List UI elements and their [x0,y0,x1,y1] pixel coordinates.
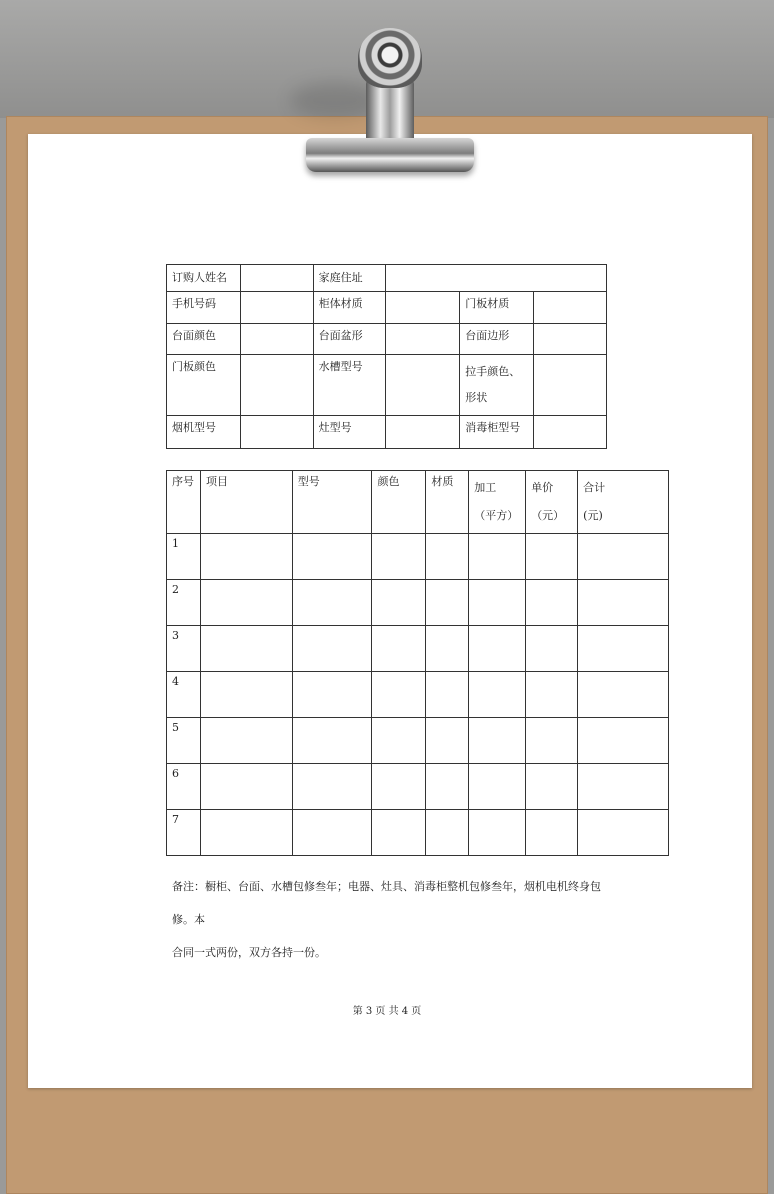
value-basin-shape[interactable] [386,324,460,355]
cell[interactable] [292,764,372,810]
cell[interactable] [200,672,292,718]
label-basin-shape: 台面盆形 [313,324,386,355]
value-counter-color[interactable] [240,324,313,355]
row-number: 3 [167,626,201,672]
clip-arm [366,80,414,142]
cell[interactable] [578,580,669,626]
cell[interactable] [578,534,669,580]
cell[interactable] [526,626,578,672]
cell[interactable] [292,672,372,718]
table-row [167,764,669,810]
table-row [167,416,607,449]
cell[interactable] [578,626,669,672]
col-header-color: 颜色 [372,471,426,534]
cell[interactable] [372,810,426,856]
cell[interactable] [426,534,469,580]
cell[interactable] [426,626,469,672]
value-handle[interactable] [534,355,607,416]
label-handle: 拉手颜色、形状 [460,355,534,416]
cell[interactable] [469,718,526,764]
cell[interactable] [372,672,426,718]
cell[interactable] [200,764,292,810]
col-header-no: 序号 [167,471,201,534]
remarks-line-2: 合同一式两份，双方各持一份。 [172,946,326,959]
col-header-processing: 加工 （平方） [469,471,526,534]
cell[interactable] [200,580,292,626]
label-edge-shape: 台面边形 [460,324,534,355]
label-hood-model: 烟机型号 [167,416,241,449]
row-number: 5 [167,718,201,764]
row-number: 4 [167,672,201,718]
table-row [167,292,607,324]
cell[interactable] [526,580,578,626]
cell[interactable] [469,580,526,626]
row-number: 2 [167,580,201,626]
cell[interactable] [469,810,526,856]
cell[interactable] [526,672,578,718]
value-cabinet-material[interactable] [386,292,460,324]
remarks-line-1: 备注：橱柜、台面、水槽包修叁年；电器、灶具、消毒柜整机包修叁年，烟机电机终身包修。本 [172,880,601,926]
cell[interactable] [372,580,426,626]
cell[interactable] [372,626,426,672]
binder-clip-icon [358,28,422,88]
page-number: 第 3 页 共 4 页 [352,1006,422,1017]
value-door-material[interactable] [534,292,607,324]
col-header-unit-price: 单价 （元） [526,471,578,534]
label-cabinet-material: 柜体材质 [313,292,386,324]
value-customer-name[interactable] [240,265,313,292]
cell[interactable] [578,810,669,856]
label-customer-name: 订购人姓名 [167,265,241,292]
clip-base [306,138,474,172]
label-phone: 手机号码 [167,292,241,324]
table-row [167,355,607,416]
cell[interactable] [292,810,372,856]
cell[interactable] [426,672,469,718]
value-sterilizer-model[interactable] [534,416,607,449]
cell[interactable] [469,626,526,672]
cell[interactable] [372,764,426,810]
label-sterilizer-model: 消毒柜型号 [460,416,534,449]
label-counter-color: 台面颜色 [167,324,241,355]
label-address: 家庭住址 [313,265,386,292]
cell[interactable] [469,672,526,718]
table-row [167,534,669,580]
label-sink-model: 水槽型号 [313,355,386,416]
cell[interactable] [526,718,578,764]
remarks [172,870,612,969]
cell[interactable] [372,718,426,764]
cell[interactable] [372,534,426,580]
value-door-color[interactable] [240,355,313,416]
cell[interactable] [526,534,578,580]
value-phone[interactable] [240,292,313,324]
label-door-color: 门板颜色 [167,355,241,416]
table-header-row [167,471,669,534]
cell[interactable] [426,580,469,626]
cell[interactable] [578,718,669,764]
row-number: 1 [167,534,201,580]
table-row [167,672,669,718]
cell[interactable] [578,672,669,718]
table-row [167,810,669,856]
cell[interactable] [578,764,669,810]
label-stove-model: 灶型号 [313,416,386,449]
value-stove-model[interactable] [386,416,460,449]
cell[interactable] [200,626,292,672]
order-items-table [166,470,669,856]
cell[interactable] [526,810,578,856]
cell[interactable] [426,764,469,810]
table-row [167,265,607,292]
cell[interactable] [200,718,292,764]
col-header-total: 合计 (元) [578,471,669,534]
col-header-model: 型号 [292,471,372,534]
cell[interactable] [426,718,469,764]
table-row [167,580,669,626]
cell[interactable] [292,626,372,672]
cell[interactable] [469,534,526,580]
col-header-material: 材质 [426,471,469,534]
cell[interactable] [426,810,469,856]
cell[interactable] [292,718,372,764]
row-number: 7 [167,810,201,856]
col-header-item: 项目 [200,471,292,534]
cell[interactable] [526,764,578,810]
cell[interactable] [469,764,526,810]
cell[interactable] [292,534,372,580]
cell[interactable] [200,534,292,580]
table-row [167,718,669,764]
row-number: 6 [167,764,201,810]
table-row [167,324,607,355]
customer-info-table [166,264,607,449]
value-address[interactable] [386,265,607,292]
value-hood-model[interactable] [240,416,313,449]
cell[interactable] [292,580,372,626]
label-door-material: 门板材质 [460,292,534,324]
cell[interactable] [200,810,292,856]
value-sink-model[interactable] [386,355,460,416]
value-edge-shape[interactable] [534,324,607,355]
table-row [167,626,669,672]
